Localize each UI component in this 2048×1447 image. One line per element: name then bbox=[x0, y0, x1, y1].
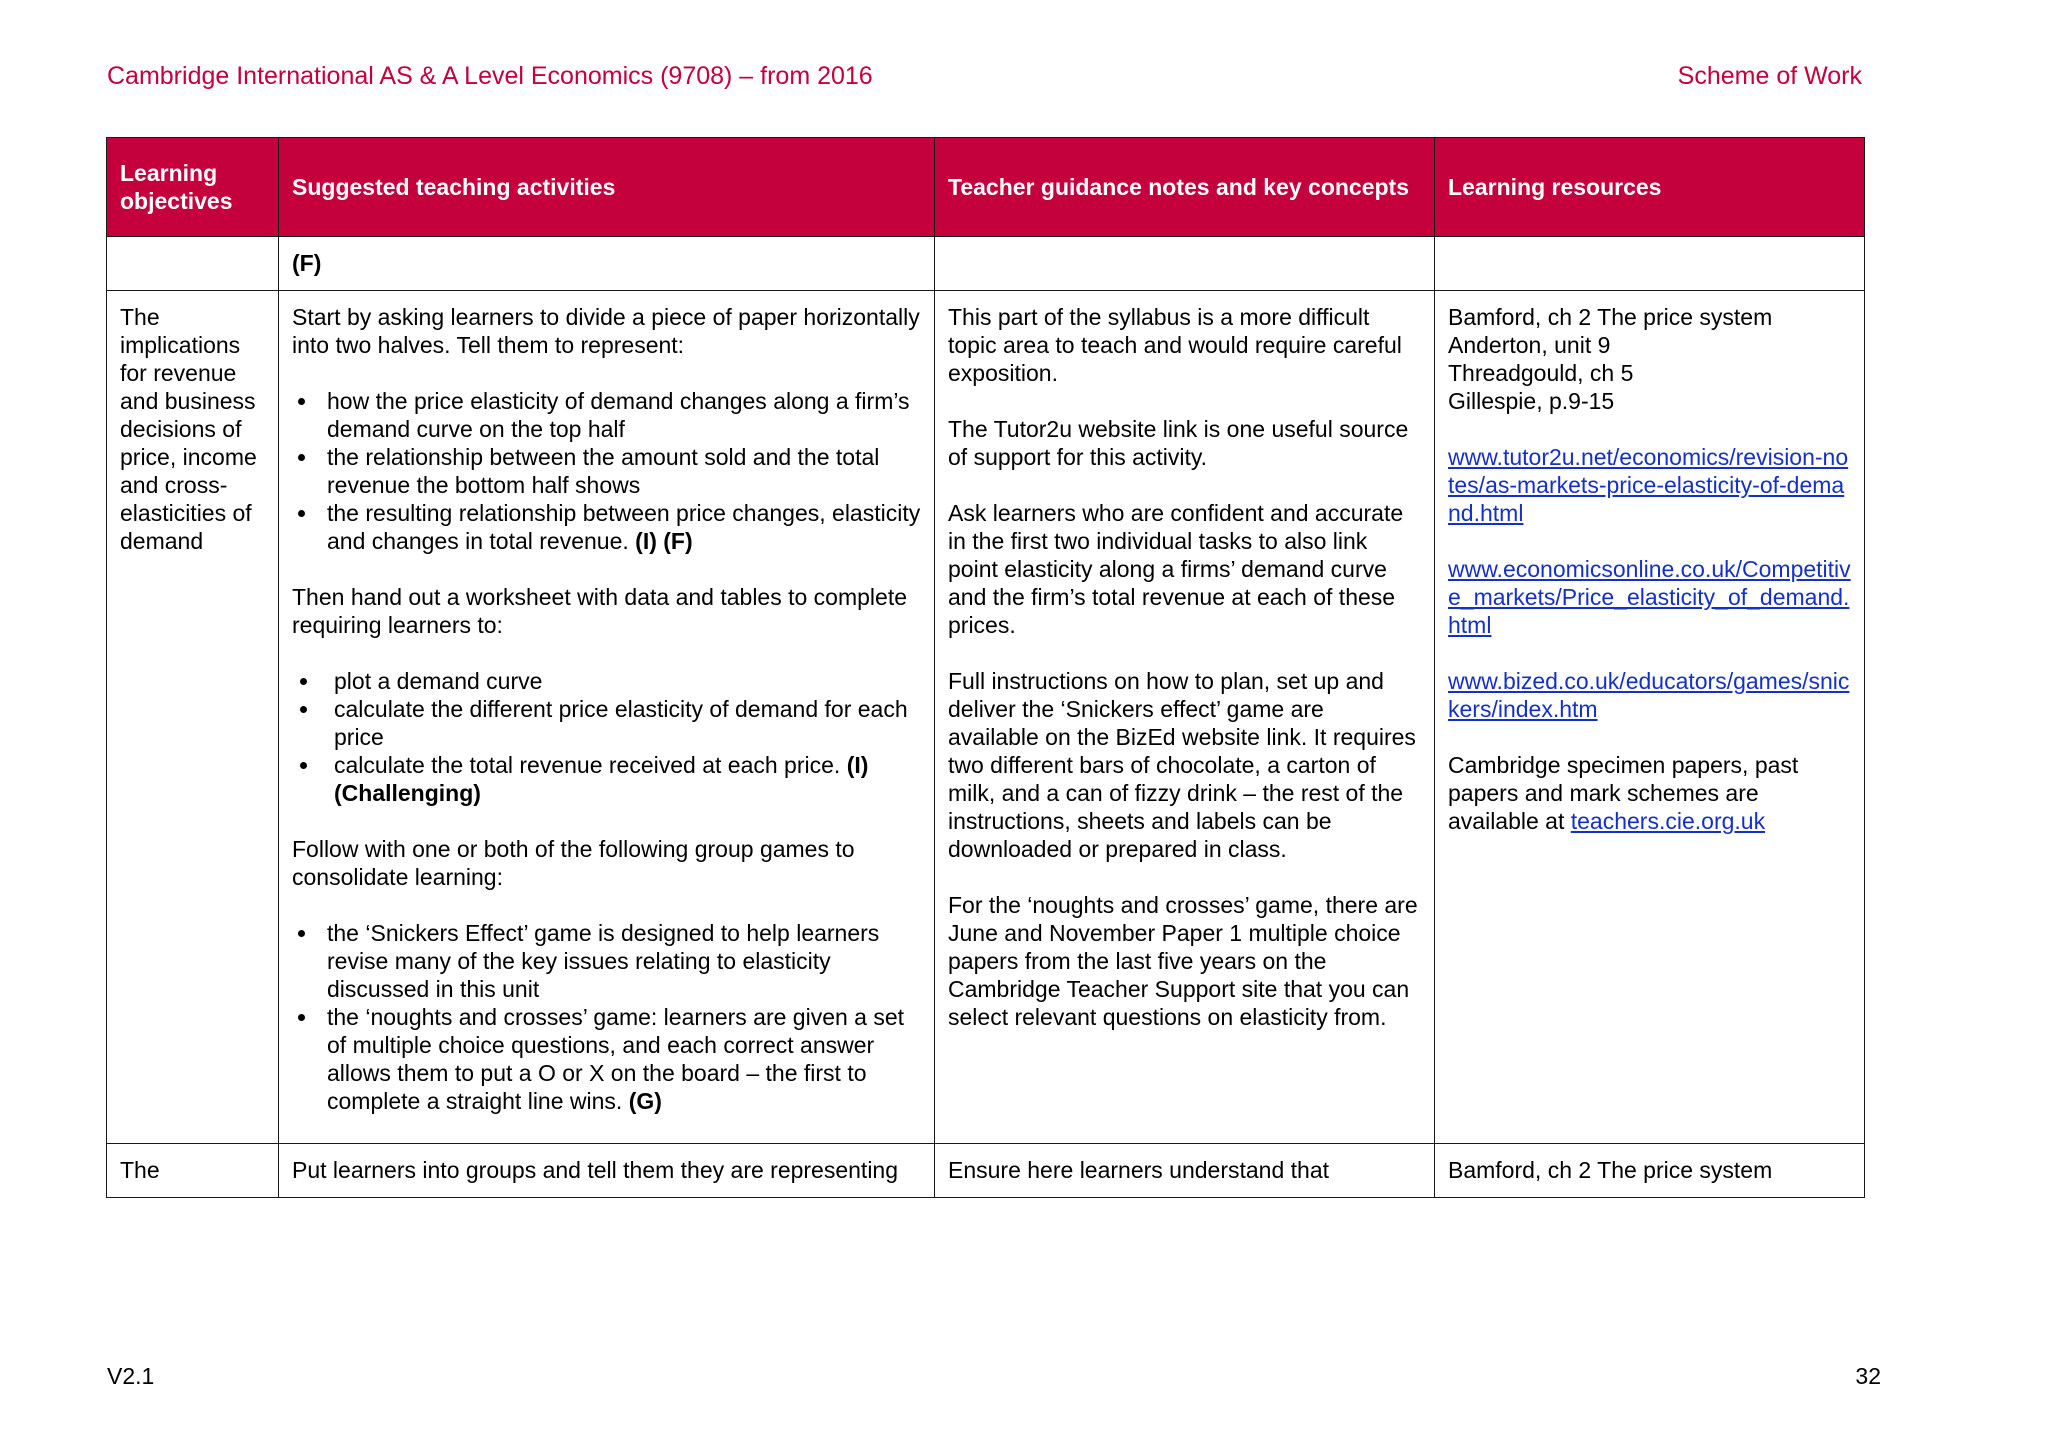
guidance-paragraph: This part of the syllabus is a more difficult topic area to teach and would require careful exposition. bbox=[948, 304, 1402, 386]
specimen-text: Cambridge specimen papers, past papers and mark schemes are available at bbox=[1448, 752, 1799, 834]
activity-cell bbox=[279, 237, 935, 291]
column-header-guidance: Teacher guidance notes and key concepts bbox=[935, 138, 1435, 237]
guidance-text: Ensure here learners understand that bbox=[948, 1157, 1330, 1183]
activity-list-1 bbox=[292, 387, 921, 555]
list-item-text: plot a demand curve bbox=[334, 668, 543, 694]
book-reference: Bamford, ch 2 The price system bbox=[1448, 1157, 1773, 1183]
specimen-papers-note bbox=[1448, 751, 1851, 835]
teachers-cie-link[interactable]: teachers.cie.org.uk bbox=[1570, 808, 1766, 834]
column-header-activities: Suggested teaching activities bbox=[279, 138, 935, 237]
list-item-text: calculate the total revenue received at each price. bbox=[334, 752, 841, 778]
resources-cell bbox=[1435, 237, 1865, 291]
page-number: 32 bbox=[1855, 1363, 1881, 1389]
activity-paragraph: Then hand out a worksheet with data and tables to complete requiring learners to: bbox=[292, 584, 908, 638]
book-references bbox=[1448, 303, 1851, 415]
list-item bbox=[334, 667, 921, 695]
resources-cell bbox=[1435, 291, 1865, 1144]
column-header-objectives: Learning objectives bbox=[107, 138, 279, 237]
guidance-cell bbox=[935, 1144, 1435, 1198]
list-item bbox=[327, 919, 921, 1003]
guidance-paragraph: The Tutor2u website link is one useful source of support for this activity. bbox=[948, 416, 1409, 470]
activity-list-3 bbox=[292, 919, 921, 1115]
list-item bbox=[327, 387, 921, 443]
activity-tag: (F) bbox=[292, 250, 322, 276]
list-item-text: the ‘noughts and crosses’ game: learners are given a set of multiple choice questions, and each correct answer allows them to put a O or X on the board – the first to complete a straight line wins. bbox=[327, 1004, 905, 1114]
activity-cell bbox=[279, 1144, 935, 1198]
objective-text: The implications for revenue and business decisions of price, income and cross-elasticities of demand bbox=[120, 304, 257, 554]
objective-cell bbox=[107, 291, 279, 1144]
resources-cell bbox=[1435, 1144, 1865, 1198]
activity-tag: (I) (Challenging) bbox=[334, 752, 869, 806]
objective-cell bbox=[107, 237, 279, 291]
version-label: V2.1 bbox=[107, 1363, 155, 1389]
objective-text: The bbox=[120, 1157, 160, 1183]
list-item bbox=[327, 443, 921, 499]
economicsonline-link[interactable]: www.economicsonline.co.uk/Competitive_markets/Price_elasticity_of_demand.html bbox=[1448, 556, 1851, 638]
table-row bbox=[107, 1144, 1865, 1198]
document-title: Cambridge International AS & A Level Economics (9708) – from 2016 bbox=[107, 62, 873, 90]
guidance-paragraph: Ask learners who are confident and accurate in the first two individual tasks to also link point elasticity along a firms’ demand curve and the firm’s total revenue at each of these prices. bbox=[948, 500, 1404, 638]
book-reference: Anderton, unit 9 bbox=[1448, 332, 1611, 358]
document-subtitle: Scheme of Work bbox=[1677, 62, 1862, 90]
guidance-cell bbox=[935, 237, 1435, 291]
bized-snickers-link[interactable]: www.bized.co.uk/educators/games/snickers/index.htm bbox=[1448, 668, 1850, 722]
book-reference: Gillespie, p.9-15 bbox=[1448, 388, 1615, 414]
list-item bbox=[334, 751, 921, 807]
list-item-text: the relationship between the amount sold and the total revenue the bottom half shows bbox=[327, 444, 880, 498]
list-item bbox=[334, 695, 921, 751]
scheme-of-work-table bbox=[106, 137, 1865, 1198]
list-item-text: how the price elasticity of demand changes along a firm’s demand curve on the top half bbox=[327, 388, 910, 442]
table-header-row bbox=[107, 138, 1865, 237]
tutor2u-link[interactable]: www.tutor2u.net/economics/revision-notes/as-markets-price-elasticity-of-demand.html bbox=[1448, 444, 1849, 526]
activity-tag: (G) bbox=[628, 1088, 662, 1114]
activity-cell bbox=[279, 291, 935, 1144]
objective-cell bbox=[107, 1144, 279, 1198]
book-reference: Bamford, ch 2 The price system bbox=[1448, 304, 1773, 330]
book-reference: Threadgould, ch 5 bbox=[1448, 360, 1634, 386]
table-row bbox=[107, 237, 1865, 291]
table-row bbox=[107, 291, 1865, 1144]
list-item-text: the ‘Snickers Effect’ game is designed to help learners revise many of the key issues relating to elasticity discussed in this unit bbox=[327, 920, 880, 1002]
list-item-text: calculate the different price elasticity of demand for each price bbox=[334, 696, 908, 750]
guidance-paragraph: For the ‘noughts and crosses’ game, there are June and November Paper 1 multiple choice papers from the last five years on the Cambridge Teacher Support site that you can select relevant questions on elasticity from. bbox=[948, 892, 1418, 1030]
list-item bbox=[327, 499, 921, 555]
activity-paragraph: Follow with one or both of the following group games to consolidate learning: bbox=[292, 836, 855, 890]
activity-list-2 bbox=[292, 667, 921, 807]
activity-tag: (I) (F) bbox=[635, 528, 693, 554]
list-item bbox=[327, 1003, 921, 1115]
guidance-paragraph: Full instructions on how to plan, set up and deliver the ‘Snickers effect’ game are available on the BizEd website link. It requires two different bars of chocolate, a carton of milk, and a can of fizzy drink – the rest of the instructions, sheets and labels can be downloaded or prepared in class. bbox=[948, 668, 1416, 862]
list-item-text: the resulting relationship between price changes, elasticity and changes in total revenue. bbox=[327, 500, 921, 554]
activity-text: Put learners into groups and tell them they are representing bbox=[292, 1157, 899, 1183]
guidance-cell bbox=[935, 291, 1435, 1144]
column-header-resources: Learning resources bbox=[1435, 138, 1865, 237]
activity-intro: Start by asking learners to divide a piece of paper horizontally into two halves. Tell them to represent: bbox=[292, 304, 920, 358]
